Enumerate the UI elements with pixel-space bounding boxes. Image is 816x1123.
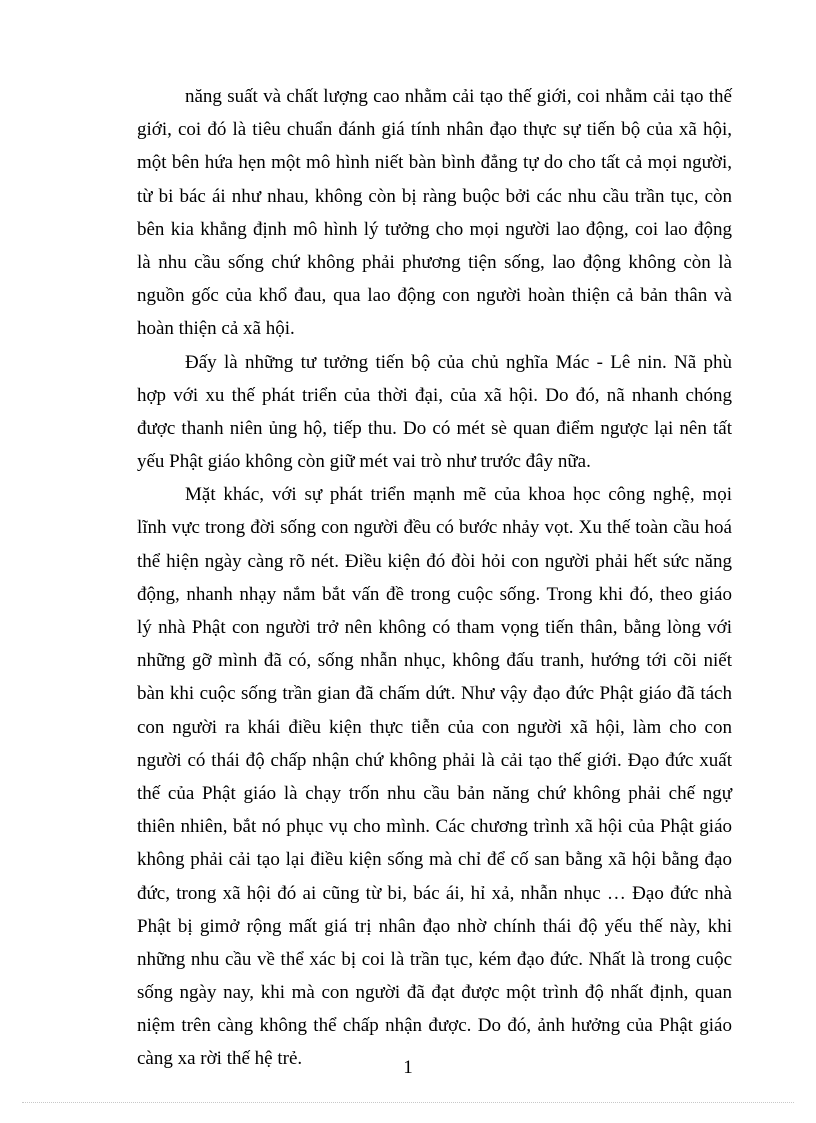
text-line: là nhu cầu sống chứ không phải phương tiện sống, lao động không còn là [137,251,732,273]
paragraph-2 [137,346,732,479]
text-line: sống ngày nay, khi mà con người đã đạt được một trình độ nhất định, quan [137,982,732,1004]
text-line: lý nhà Phật con người trở nên không có tham vọng tiến thân, bằng lòng với [137,617,732,638]
text-line: những gỡ mình đã có, sống nhẫn nhục, không đấu tranh, hướng tới cõi niết [137,650,732,672]
text-line: không phải cải tạo lại điều kiện sống mà chỉ để cố san bằng xã hội bằng đạo [137,849,732,871]
text-line: đức, trong xã hội đó ai cũng từ bi, bác ái, hỉ xả, nhẫn nhục … Đạo đức nhà [137,882,732,904]
page-number: 1 [403,1057,413,1078]
text-line: người có thái độ chấp nhận chứ không phải là cải tạo thế giới. Đạo đức xuất [137,749,732,771]
text-line: thiên nhiên, bắt nó phục vụ cho mình. Các chương trình xã hội của Phật giáo [137,816,732,838]
text-line: lĩnh vực trong đời sống con người đều có bước nhảy vọt. Xu thế toàn cầu hoá [137,517,732,539]
text-line: động, nhanh nhạy nắm bắt vấn đề trong cuộc sống. Trong khi đó, theo giáo [137,583,732,605]
text-line: thể hiện ngày càng rõ nét. Điều kiện đó đòi hỏi con người phải hết sức năng [137,550,732,572]
body-text [137,80,732,1076]
text-line: được thanh niên ủng hộ, tiếp thu. Do có mét sè quan điểm ngược lại nên tất [137,417,732,439]
paragraph-3 [137,478,732,1075]
text-line: niệm trên càng không thể chấp nhận được. Do đó, ảnh hưởng của Phật giáo [137,1015,732,1037]
text-line: thế của Phật giáo là chạy trốn nhu cầu bản năng chứ không phải chế ngự [137,782,732,804]
text-line: từ bi bác ái như nhau, không còn bị ràng buộc bởi các nhu cầu trần tục, còn [137,185,732,207]
text-line: Phật bị gimở rộng mất giá trị nhân đạo nhờ chính thái độ yếu thế này, khi [137,915,732,937]
text-line: năng suất và chất lượng cao nhằm cải tạo thế giới, coi nhằm cải tạo thế [185,86,732,107]
text-line: hợp với xu thế phát triển của thời đại, của xã hội. Do đó, nã nhanh chóng [137,384,732,406]
footer-divider [22,1102,794,1103]
paragraph-1 [137,80,732,346]
text-line: giới, coi đó là tiêu chuẩn đánh giá tính nhân đạo thực sự tiến bộ của xã hội, [137,119,732,141]
text-line: bên kia khẳng định mô hình lý tưởng cho mọi người lao động, coi lao động [137,218,732,240]
text-line: một bên hứa hẹn một mô hình niết bàn bình đẳng tự do cho tất cả mọi người, [137,152,732,174]
text-line: bàn khi cuộc sống trần gian đã chấm dứt. Như vậy đạo đức Phật giáo đã tách [137,683,732,705]
text-line: những nhu cầu về thể xác bị coi là trần tục, kém đạo đức. Nhất là trong cuộc [137,948,732,970]
text-line: hoàn thiện cả xã hội. [137,318,295,340]
text-line: con người ra khái điều kiện thực tiễn của con người xã hội, làm cho con [137,716,732,738]
text-line: Mặt khác, với sự phát triển mạnh mẽ của khoa học công nghệ, mọi [185,484,732,506]
text-line: nguồn gốc của khổ đau, qua lao động con người hoàn thiện cả bản thân và [137,285,732,307]
text-line: Đấy là những tư tưởng tiến bộ của chủ nghĩa Mác - Lê nin. Nã phù [185,351,732,373]
text-line: yếu Phật giáo không còn giữ mét vai trò như trước đây nữa. [137,451,591,473]
text-line: càng xa rời thế hệ trẻ. [137,1048,303,1070]
